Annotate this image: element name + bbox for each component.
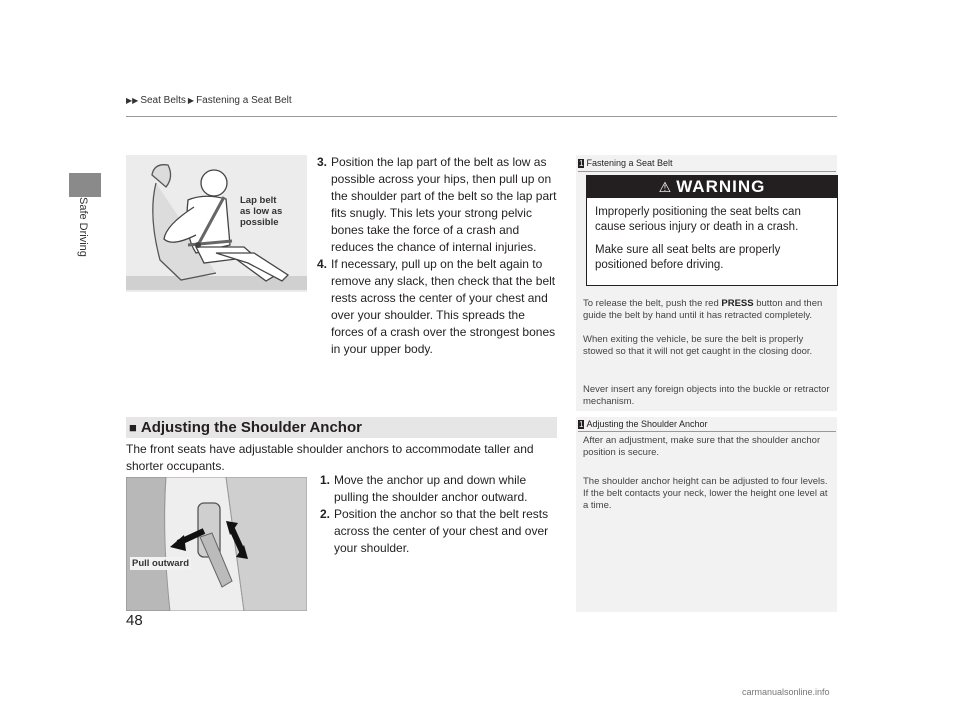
sidebar-heading-text[interactable]: Fastening a Seat Belt (586, 158, 673, 168)
header-divider (126, 116, 837, 117)
note-text: button and then guide the belt by hand until it has retracted completely. (583, 298, 823, 321)
lap-belt-label-line: as low as (240, 206, 283, 217)
section-tab-marker (69, 173, 101, 197)
press-button-label: PRESS (721, 298, 754, 309)
warning-title: WARNING (676, 177, 766, 196)
anchor-drawing (126, 477, 307, 611)
warning-triangle-icon: ⚠ (658, 178, 673, 195)
anchor-steps (320, 472, 558, 557)
sidebar-ref-icon: 1 (579, 419, 584, 429)
breadcrumb (126, 95, 292, 106)
sidebar-heading-fastening (578, 158, 673, 168)
page-number: 48 (126, 612, 143, 629)
anchor-intro-text: The front seats have adjustable shoulder anchors to accommodate taller and shorter occupants. (126, 442, 534, 473)
step-number: 2. (320, 507, 331, 521)
sidebar-heading-text[interactable]: Adjusting the Shoulder Anchor (586, 419, 708, 429)
breadcrumb-arrow-icon: ▶▶ (126, 96, 139, 105)
step-number: 4. (317, 257, 328, 271)
breadcrumb-arrow-icon: ▶ (187, 96, 195, 105)
sidebar-release-note (583, 298, 833, 322)
section-title: Adjusting the Shoulder Anchor (140, 419, 362, 436)
section-header-adjusting-anchor (126, 417, 557, 438)
step-text: If necessary, pull up on the belt again to remove any slack, then check that the belt rests across the center of your chest and over your shoulder. This spreads the forces of a crash over the strongest bones in your upper body. (331, 257, 556, 356)
section-marker-icon: ■ (129, 420, 137, 435)
lap-belt-illustration (126, 155, 307, 292)
breadcrumb-item-seat-belts[interactable]: Seat Belts (140, 95, 186, 106)
sidebar-anchor-text: After an adjustment, make sure that the shoulder anchor position is secure. (583, 435, 821, 458)
sidebar-heading-anchor (578, 419, 708, 429)
sidebar-anchor-text: The shoulder anchor height can be adjusted to four levels. If the belt contacts your neck, lower the height one level at a time. (583, 476, 828, 511)
note-text: To release the belt, push the red (583, 298, 722, 309)
lap-belt-label-line: Lap belt (240, 195, 277, 206)
lap-belt-label (240, 195, 282, 228)
warning-text: Make sure all seat belts are properly positioned before driving. (595, 244, 781, 271)
sidebar-divider (578, 431, 836, 432)
sidebar-divider (578, 171, 836, 172)
warning-box (586, 175, 838, 286)
pull-outward-label: Pull outward (132, 558, 189, 569)
warning-header (587, 176, 837, 198)
fastening-steps (317, 154, 559, 358)
step-item (320, 506, 558, 557)
sidebar-exit-note: When exiting the vehicle, be sure the belt is properly stowed so that it will not get caught in the closing door. (583, 334, 813, 357)
shoulder-anchor-illustration (126, 477, 307, 611)
step-text: Position the lap part of the belt as low as possible across your hips, then pull up on the shoulder part of the belt so the lap part fits snugly. This lets your strong pelvic bones take the force of a crash and reduces the chance of internal injuries. (331, 155, 557, 254)
step-number: 3. (317, 155, 328, 169)
step-number: 1. (320, 473, 331, 487)
lap-belt-label-line: possible (240, 217, 279, 228)
breadcrumb-item-fastening[interactable]: Fastening a Seat Belt (196, 95, 292, 106)
section-side-label: Safe Driving (77, 197, 89, 257)
sidebar-ref-icon: 1 (579, 158, 584, 168)
step-item (317, 154, 559, 256)
sidebar-foreign-object-note: Never insert any foreign objects into the buckle or retractor mechanism. (583, 384, 830, 407)
step-item (320, 472, 558, 506)
warning-text: Improperly positioning the seat belts can cause serious injury or death in a crash. (595, 206, 801, 233)
step-text: Position the anchor so that the belt rests across the center of your chest and over your shoulder. (334, 507, 549, 555)
footer-watermark: carmanualsonline.info (742, 687, 830, 697)
step-item (317, 256, 559, 358)
step-text: Move the anchor up and down while pulling the shoulder anchor outward. (334, 473, 528, 504)
